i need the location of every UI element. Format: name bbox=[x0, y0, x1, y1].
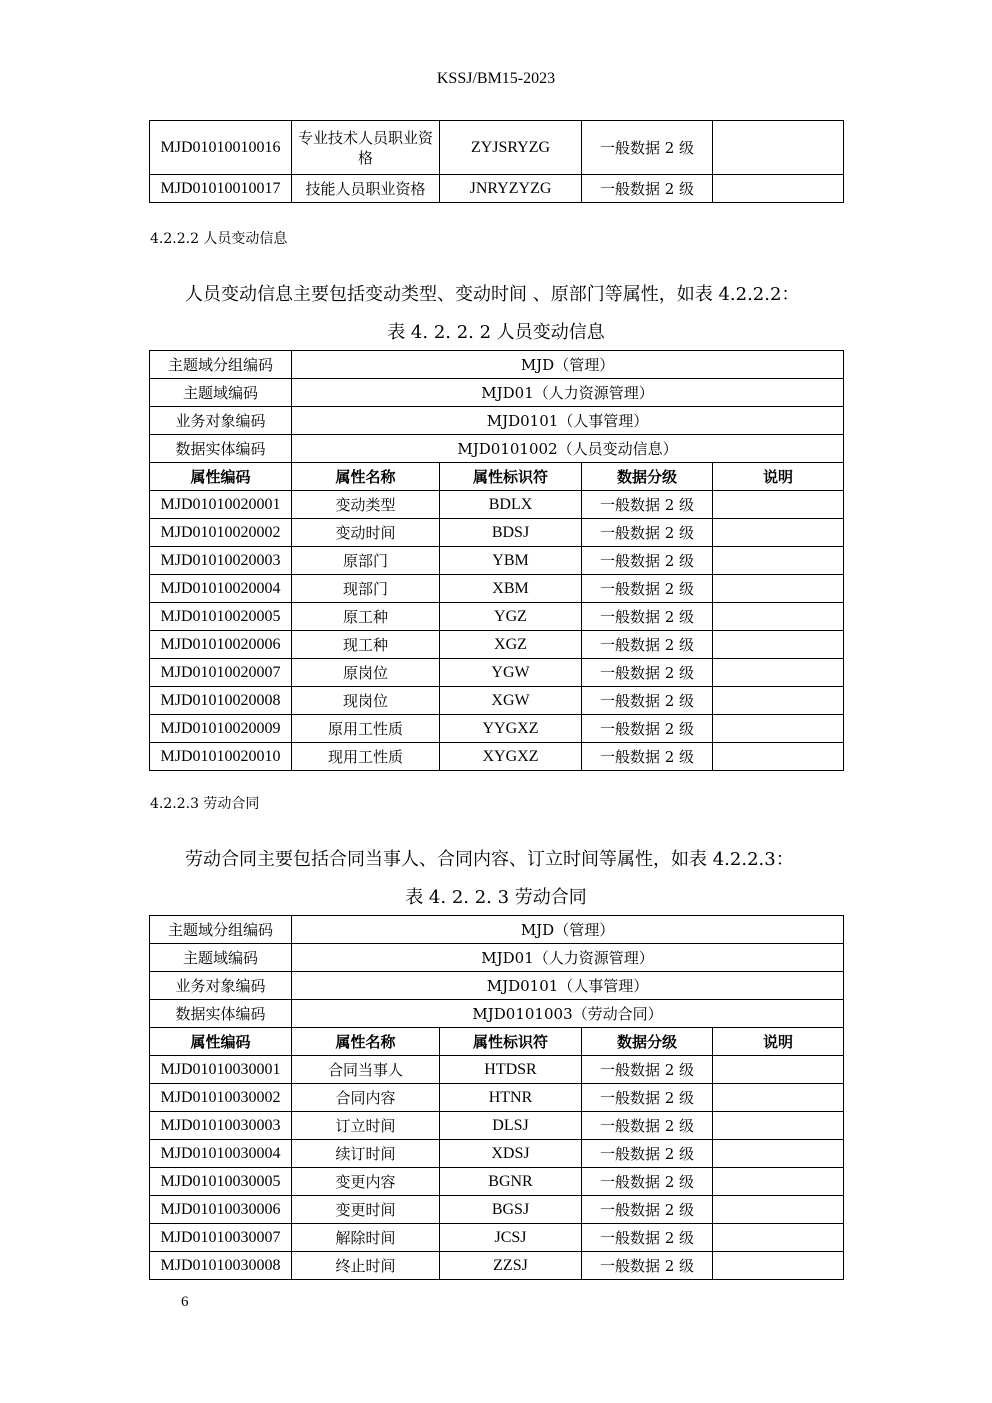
data-level-cell: 一般数据 2 级 bbox=[582, 715, 713, 743]
attribute-name-cell: 变更时间 bbox=[292, 1196, 440, 1224]
note-cell bbox=[713, 1056, 844, 1084]
table-row bbox=[150, 1252, 844, 1280]
meta-row bbox=[150, 916, 844, 944]
note-cell bbox=[713, 1168, 844, 1196]
attribute-code-cell: MJD01010020006 bbox=[150, 631, 292, 659]
running-header: KSSJ/BM15-2023 bbox=[436, 70, 556, 87]
column-header: 属性标识符 bbox=[440, 1028, 582, 1056]
attribute-name-cell: 原部门 bbox=[292, 547, 440, 575]
data-level-cell: 一般数据 2 级 bbox=[582, 1056, 713, 1084]
table-row bbox=[150, 547, 844, 575]
data-level-cell: 一般数据 2 级 bbox=[582, 1140, 713, 1168]
meta-label-cell: 主题域编码 bbox=[150, 379, 292, 407]
data-level-cell: 一般数据 2 级 bbox=[582, 743, 713, 771]
attribute-code-cell: MJD01010030005 bbox=[150, 1168, 292, 1196]
attribute-identifier-cell: JNRYZYZG bbox=[440, 175, 582, 203]
meta-value-cell: MJD0101（人事管理） bbox=[292, 407, 844, 435]
table-row bbox=[150, 1084, 844, 1112]
column-header: 说明 bbox=[713, 1028, 844, 1056]
data-level-cell: 一般数据 2 级 bbox=[582, 659, 713, 687]
attribute-name-cell: 变动时间 bbox=[292, 519, 440, 547]
table-row bbox=[150, 631, 844, 659]
attribute-name-cell: 现用工性质 bbox=[292, 743, 440, 771]
attribute-name-cell: 解除时间 bbox=[292, 1224, 440, 1252]
attribute-identifier-cell: XGZ bbox=[440, 631, 582, 659]
attribute-identifier-cell: BDLX bbox=[440, 491, 582, 519]
attribute-code-cell: MJD01010030003 bbox=[150, 1112, 292, 1140]
attribute-code-cell: MJD01010010016 bbox=[150, 121, 292, 175]
attribute-code-cell: MJD01010020007 bbox=[150, 659, 292, 687]
note-cell bbox=[713, 659, 844, 687]
attribute-identifier-cell: BDSJ bbox=[440, 519, 582, 547]
note-cell bbox=[713, 1196, 844, 1224]
attribute-name-cell: 现部门 bbox=[292, 575, 440, 603]
attribute-code-cell: MJD01010010017 bbox=[150, 175, 292, 203]
section-paragraph: 劳动合同主要包括合同当事人、合同内容、订立时间等属性，如表 4.2.2.3： bbox=[185, 849, 794, 870]
meta-value-cell: MJD01（人力资源管理） bbox=[292, 379, 844, 407]
meta-row bbox=[150, 407, 844, 435]
note-cell bbox=[713, 491, 844, 519]
meta-label-cell: 主题域编码 bbox=[150, 944, 292, 972]
note-cell bbox=[713, 603, 844, 631]
data-level-cell: 一般数据 2 级 bbox=[582, 1196, 713, 1224]
note-cell bbox=[713, 1252, 844, 1280]
attribute-identifier-cell: ZZSJ bbox=[440, 1252, 582, 1280]
attribute-name-cell: 合同内容 bbox=[292, 1084, 440, 1112]
attribute-name-cell: 终止时间 bbox=[292, 1252, 440, 1280]
data-level-cell: 一般数据 2 级 bbox=[582, 519, 713, 547]
column-header: 属性编码 bbox=[150, 463, 292, 491]
attribute-code-cell: MJD01010020004 bbox=[150, 575, 292, 603]
meta-row bbox=[150, 435, 844, 463]
note-cell bbox=[713, 121, 844, 175]
attribute-identifier-cell: XDSJ bbox=[440, 1140, 582, 1168]
table-row bbox=[150, 1196, 844, 1224]
continuation-table bbox=[149, 120, 844, 203]
attribute-identifier-cell: YGZ bbox=[440, 603, 582, 631]
table-row bbox=[150, 743, 844, 771]
data-level-cell: 一般数据 2 级 bbox=[582, 1112, 713, 1140]
attribute-identifier-cell: XYGXZ bbox=[440, 743, 582, 771]
meta-label-cell: 主题域分组编码 bbox=[150, 916, 292, 944]
attribute-name-cell: 现工种 bbox=[292, 631, 440, 659]
attribute-name-cell: 原用工性质 bbox=[292, 715, 440, 743]
data-level-cell: 一般数据 2 级 bbox=[582, 175, 713, 203]
meta-label-cell: 业务对象编码 bbox=[150, 972, 292, 1000]
attribute-identifier-cell: YBM bbox=[440, 547, 582, 575]
section-heading: 4.2.2.2 人员变动信息 bbox=[150, 231, 288, 247]
meta-label-cell: 业务对象编码 bbox=[150, 407, 292, 435]
table-row bbox=[150, 575, 844, 603]
table-row bbox=[150, 1112, 844, 1140]
data-level-cell: 一般数据 2 级 bbox=[582, 687, 713, 715]
table-caption: 表 4. 2. 2. 2 人员变动信息 bbox=[387, 322, 605, 343]
attribute-name-cell: 变更内容 bbox=[292, 1168, 440, 1196]
table-row bbox=[150, 603, 844, 631]
note-cell bbox=[713, 547, 844, 575]
meta-value-cell: MJD0101002（人员变动信息） bbox=[292, 435, 844, 463]
attribute-name-cell: 专业技术人员职业资格 bbox=[292, 121, 440, 175]
attribute-identifier-cell: JCSJ bbox=[440, 1224, 582, 1252]
labor-contract-table bbox=[149, 915, 844, 1280]
meta-row bbox=[150, 379, 844, 407]
data-level-cell: 一般数据 2 级 bbox=[582, 491, 713, 519]
column-header: 说明 bbox=[713, 463, 844, 491]
meta-value-cell: MJD（管理） bbox=[292, 351, 844, 379]
attribute-identifier-cell: HTDSR bbox=[440, 1056, 582, 1084]
attribute-code-cell: MJD01010020008 bbox=[150, 687, 292, 715]
meta-value-cell: MJD0101003（劳动合同） bbox=[292, 1000, 844, 1028]
column-header: 属性编码 bbox=[150, 1028, 292, 1056]
attribute-code-cell: MJD01010030007 bbox=[150, 1224, 292, 1252]
meta-row bbox=[150, 1000, 844, 1028]
attribute-code-cell: MJD01010030008 bbox=[150, 1252, 292, 1280]
column-header: 数据分级 bbox=[582, 1028, 713, 1056]
attribute-code-cell: MJD01010020005 bbox=[150, 603, 292, 631]
attribute-code-cell: MJD01010020010 bbox=[150, 743, 292, 771]
note-cell bbox=[713, 631, 844, 659]
attribute-name-cell: 技能人员职业资格 bbox=[292, 175, 440, 203]
table-row bbox=[150, 121, 844, 175]
data-level-cell: 一般数据 2 级 bbox=[582, 631, 713, 659]
attribute-name-cell: 订立时间 bbox=[292, 1112, 440, 1140]
table-row bbox=[150, 687, 844, 715]
data-level-cell: 一般数据 2 级 bbox=[582, 1252, 713, 1280]
note-cell bbox=[713, 175, 844, 203]
table-caption: 表 4. 2. 2. 3 劳动合同 bbox=[405, 887, 587, 908]
table-row bbox=[150, 1140, 844, 1168]
attribute-code-cell: MJD01010030004 bbox=[150, 1140, 292, 1168]
table-row bbox=[150, 175, 844, 203]
attribute-code-cell: MJD01010030006 bbox=[150, 1196, 292, 1224]
meta-row bbox=[150, 972, 844, 1000]
data-level-cell: 一般数据 2 级 bbox=[582, 1224, 713, 1252]
column-header: 属性名称 bbox=[292, 463, 440, 491]
column-header-row bbox=[150, 463, 844, 491]
section-heading: 4.2.2.3 劳动合同 bbox=[150, 796, 260, 812]
data-level-cell: 一般数据 2 级 bbox=[582, 1168, 713, 1196]
data-level-cell: 一般数据 2 级 bbox=[582, 121, 713, 175]
note-cell bbox=[713, 743, 844, 771]
attribute-identifier-cell: DLSJ bbox=[440, 1112, 582, 1140]
data-level-cell: 一般数据 2 级 bbox=[582, 547, 713, 575]
attribute-identifier-cell: YGW bbox=[440, 659, 582, 687]
table-row bbox=[150, 659, 844, 687]
section-paragraph: 人员变动信息主要包括变动类型、变动时间 、原部门等属性，如表 4.2.2.2： bbox=[185, 284, 800, 305]
attribute-name-cell: 合同当事人 bbox=[292, 1056, 440, 1084]
attribute-identifier-cell: BGSJ bbox=[440, 1196, 582, 1224]
data-level-cell: 一般数据 2 级 bbox=[582, 603, 713, 631]
personnel-change-table bbox=[149, 350, 844, 771]
note-cell bbox=[713, 1224, 844, 1252]
note-cell bbox=[713, 1084, 844, 1112]
attribute-code-cell: MJD01010030001 bbox=[150, 1056, 292, 1084]
attribute-identifier-cell: BGNR bbox=[440, 1168, 582, 1196]
attribute-identifier-cell: ZYJSRYZG bbox=[440, 121, 582, 175]
attribute-name-cell: 现岗位 bbox=[292, 687, 440, 715]
table-row bbox=[150, 1056, 844, 1084]
attribute-code-cell: MJD01010020009 bbox=[150, 715, 292, 743]
note-cell bbox=[713, 575, 844, 603]
meta-value-cell: MJD0101（人事管理） bbox=[292, 972, 844, 1000]
table-row bbox=[150, 491, 844, 519]
meta-row bbox=[150, 351, 844, 379]
table-row bbox=[150, 1168, 844, 1196]
attribute-code-cell: MJD01010020001 bbox=[150, 491, 292, 519]
attribute-code-cell: MJD01010030002 bbox=[150, 1084, 292, 1112]
column-header-row bbox=[150, 1028, 844, 1056]
column-header: 数据分级 bbox=[582, 463, 713, 491]
table-row bbox=[150, 1224, 844, 1252]
meta-label-cell: 数据实体编码 bbox=[150, 1000, 292, 1028]
note-cell bbox=[713, 519, 844, 547]
attribute-identifier-cell: XBM bbox=[440, 575, 582, 603]
note-cell bbox=[713, 1140, 844, 1168]
note-cell bbox=[713, 715, 844, 743]
meta-value-cell: MJD01（人力资源管理） bbox=[292, 944, 844, 972]
attribute-name-cell: 变动类型 bbox=[292, 491, 440, 519]
attribute-code-cell: MJD01010020003 bbox=[150, 547, 292, 575]
attribute-identifier-cell: XGW bbox=[440, 687, 582, 715]
attribute-code-cell: MJD01010020002 bbox=[150, 519, 292, 547]
data-level-cell: 一般数据 2 级 bbox=[582, 575, 713, 603]
page-number: 6 bbox=[181, 1294, 189, 1310]
column-header: 属性名称 bbox=[292, 1028, 440, 1056]
table-row bbox=[150, 715, 844, 743]
attribute-name-cell: 续订时间 bbox=[292, 1140, 440, 1168]
note-cell bbox=[713, 1112, 844, 1140]
note-cell bbox=[713, 687, 844, 715]
column-header: 属性标识符 bbox=[440, 463, 582, 491]
attribute-name-cell: 原岗位 bbox=[292, 659, 440, 687]
attribute-identifier-cell: YYGXZ bbox=[440, 715, 582, 743]
meta-label-cell: 数据实体编码 bbox=[150, 435, 292, 463]
data-level-cell: 一般数据 2 级 bbox=[582, 1084, 713, 1112]
table-row bbox=[150, 519, 844, 547]
meta-value-cell: MJD（管理） bbox=[292, 916, 844, 944]
attribute-identifier-cell: HTNR bbox=[440, 1084, 582, 1112]
attribute-name-cell: 原工种 bbox=[292, 603, 440, 631]
meta-row bbox=[150, 944, 844, 972]
meta-label-cell: 主题域分组编码 bbox=[150, 351, 292, 379]
